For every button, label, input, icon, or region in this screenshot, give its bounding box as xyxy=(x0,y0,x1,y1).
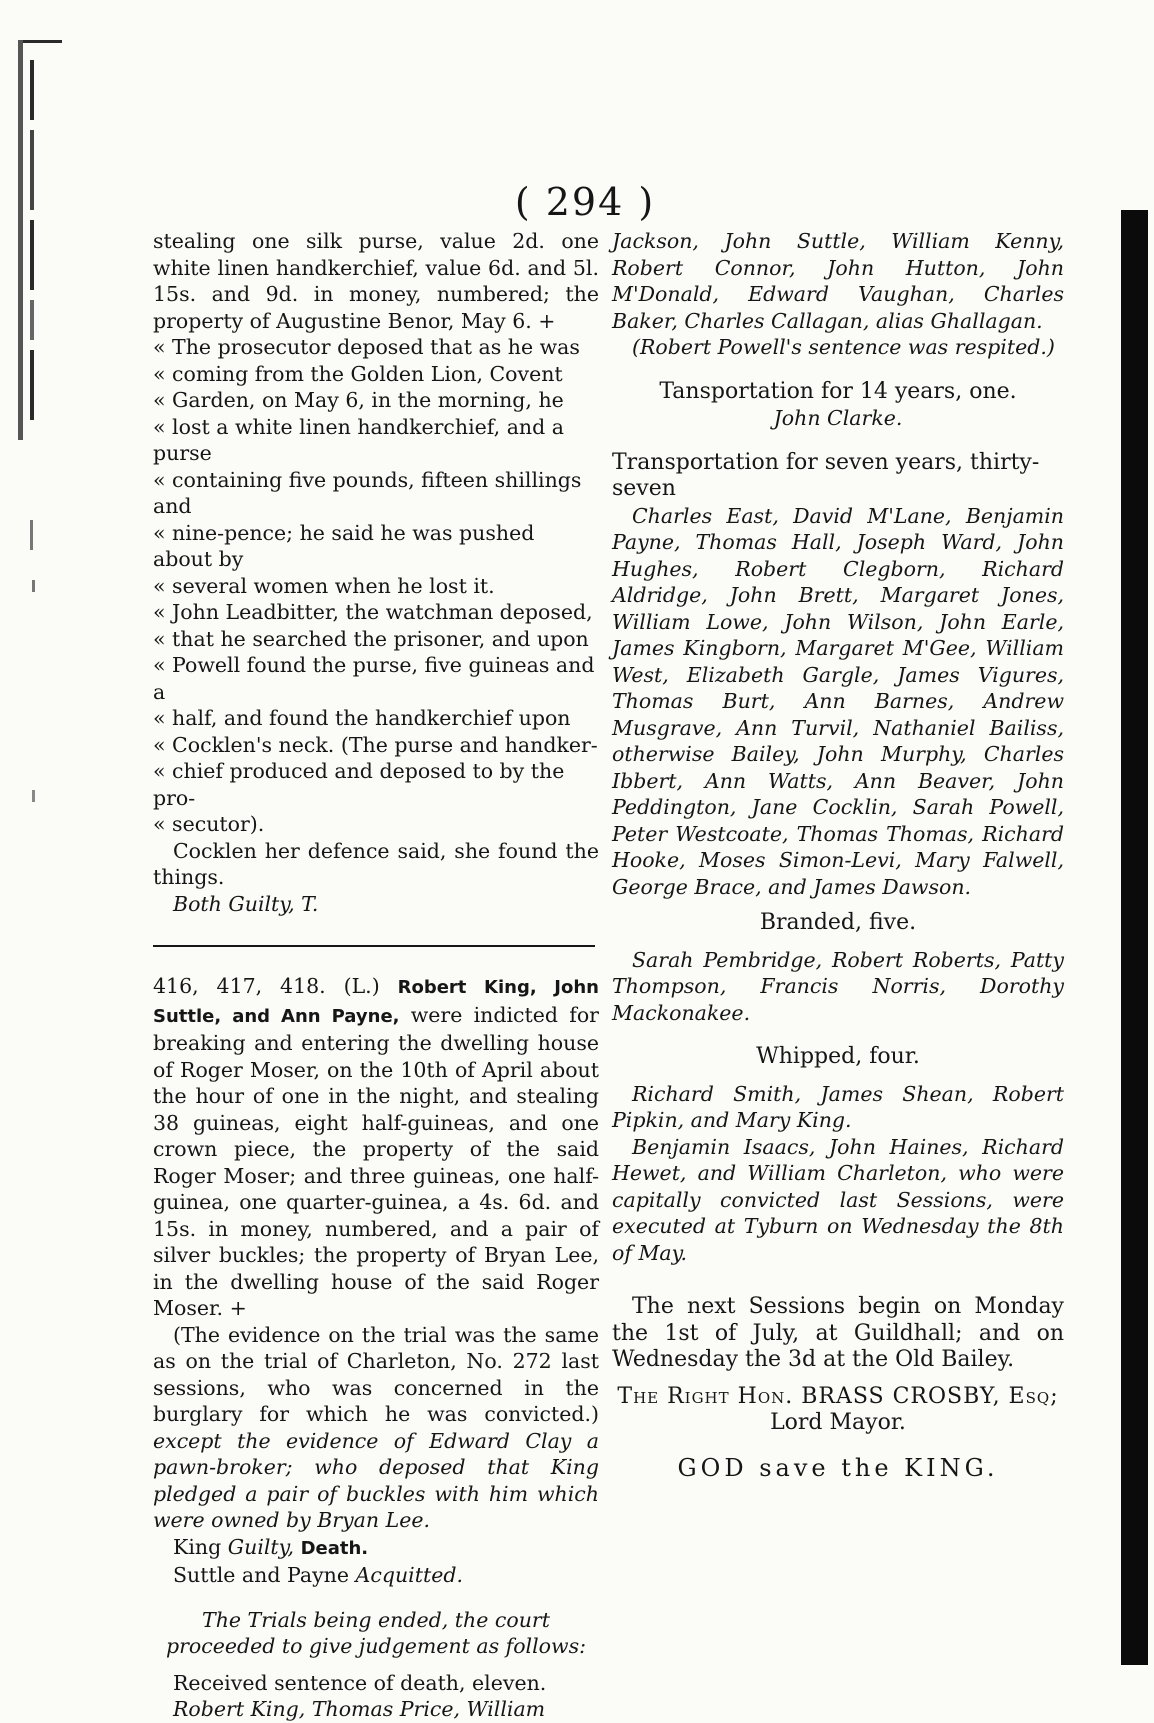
verdict-both-guilty: Both Guilty, T. xyxy=(173,891,319,916)
deposition-line: « that he searched the prisoner, and upon xyxy=(153,626,589,651)
respite-note: (Robert Powell's sentence was respited.) xyxy=(632,335,1055,359)
judgement-intro: The Trials being ended, the court proceeded to give judgement as follows: xyxy=(166,1607,586,1658)
transportation-7-heading: Transportation for seven years, thirty-seven xyxy=(612,449,1040,501)
deposition-line: « secutor). xyxy=(153,812,265,836)
verdict-status: Guilty, xyxy=(227,1534,295,1559)
verdict-name: Suttle and Payne xyxy=(173,1563,350,1587)
verdict-name: King xyxy=(173,1534,222,1559)
deposition-line: « lost a white linen handkerchief, and a purse xyxy=(153,414,564,465)
death-sentence-names: Robert King, Thomas Price, William xyxy=(173,1697,546,1721)
deposition-line: « coming from the Golden Lion, Covent xyxy=(153,361,563,386)
lord-mayor-title: Lord Mayor. xyxy=(770,1410,906,1435)
page-number: ( 294 ) xyxy=(514,180,656,224)
death-sentence-heading: Received sentence of death, eleven. xyxy=(173,1670,547,1695)
closing-line: GOD save the KING. xyxy=(677,1453,999,1482)
deposition-line: « nine-pence; he said he was pushed about by xyxy=(153,520,535,571)
transportation-14-names: John Clarke. xyxy=(773,406,903,430)
death-sentence-names-continued: Jackson, John Suttle, William Kenny, Robert Connor, John Hutton, John M'Donald, Edward Vaughan, Charles Baker, Charles Callagan, alias Ghallagan. xyxy=(612,229,1064,333)
next-sessions-notice: The next Sessions begin on Monday the 1st of July, at Guildhall; and on Wednesday the 3d at the Old Bailey. xyxy=(612,1294,1064,1372)
lord-mayor-line: The Right Hon. BRASS CROSBY, Esq; xyxy=(617,1383,1059,1409)
section-divider xyxy=(153,945,595,947)
defendant-names: Robert King, John Suttle, and Ann Payne, xyxy=(153,977,599,1027)
defence-statement: Cocklen her defence said, she found the things. xyxy=(153,838,599,889)
deposition-line: « half, and found the handkerchief upon xyxy=(153,706,571,730)
deposition-line: « John Leadbitter, the watchman deposed, xyxy=(153,600,593,624)
verdict-status: Acquitted. xyxy=(355,1563,463,1587)
right-column xyxy=(612,228,1064,1481)
whipped-names: Richard Smith, James Shean, Robert Pipkin, and Mary King. xyxy=(612,1081,1064,1132)
scan-edge-artifacts xyxy=(0,0,70,1693)
indictment-text: were indicted for breaking and entering the dwelling house of Roger Moser, on the 10th of April about the hour of one in the night, and stealing 38 guineas, eight half-guineas, and one crown piece, the property of the said Roger Moser; and three guineas, one half-guinea, one quarter-guinea, a 4s. 6d. and 15s. in money, numbered, and a pair of silver buckles; the property of Bryan Lee, in the dwelling house of the said Roger Moser. + xyxy=(153,1002,599,1320)
verdict-suttle-payne xyxy=(153,1562,599,1589)
watchman-deposition xyxy=(153,599,599,838)
evidence-paragraph xyxy=(153,1322,599,1534)
branded-names: Sarah Pembridge, Robert Roberts, Patty Thompson, Francis Norris, Dorothy Mackonakee. xyxy=(612,947,1064,1025)
deposition-line: « Powell found the purse, five guineas and a xyxy=(153,653,595,704)
deposition-line: « Cocklen's neck. (The purse and handker- xyxy=(153,732,598,757)
prosecutor-deposition xyxy=(153,334,599,599)
case-paragraph xyxy=(153,973,599,1322)
whipped-heading: Whipped, four. xyxy=(756,1044,920,1069)
deposition-line: « Garden, on May 6, in the morning, he xyxy=(153,388,564,412)
execution-notice: Benjamin Isaacs, John Haines, Richard Hewet, and William Charleton, who were capitally convicted last Sessions, were executed at Tyburn on Wednesday the 8th of May. xyxy=(612,1134,1064,1265)
scan-margin-bar xyxy=(1121,210,1148,1665)
deposition-line: « several women when he lost it. xyxy=(153,573,495,598)
transportation-7-names: Charles East, David M'Lane, Benjamin Payne, Thomas Hall, Joseph Ward, John Hughes, Robert Clegborn, Richard Aldridge, John Brett, Margaret Jones, William Lowe, John Wilson, John Earle, James Kingborn, Margaret M'Gee, William West, Elizabeth Gargle, James Vigures, Thomas Burt, Ann Barnes, Andrew Musgrave, Ann Turvil, Nathaniel Bailiss, otherwise Bailey, John Murphy, Charles Ibbert, Ann Watts, Ann Beaver, John Peddington, Jane Cocklin, Sarah Powell, Peter Westcoate, Thomas Thomas, Richard Hooke, Moses Simon-Levi, Mary Falwell, George Brace, and James Dawson. xyxy=(612,503,1064,899)
evidence-text: (The evidence on the trial was the same as on the trial of Charleton, No. 272 last sessions, who was concerned in the burglary for which he was convicted.) xyxy=(153,1322,599,1426)
branded-heading: Branded, five. xyxy=(759,910,917,935)
verdict-sentence: Death. xyxy=(300,1537,369,1559)
verdict-king xyxy=(153,1534,599,1563)
deposition-line: « The prosecutor deposed that as he was xyxy=(153,335,580,359)
deposition-line: « chief produced and deposed to by the pro- xyxy=(153,759,565,810)
deposition-line: « containing five pounds, fifteen shillings and xyxy=(153,467,582,518)
transportation-14-heading: Tansportation for 14 years, one. xyxy=(659,378,1017,404)
left-column xyxy=(153,228,599,1723)
case-numbers: 416, 417, 418. (L.) xyxy=(153,974,380,998)
evidence-italic: except the evidence of Edward Clay a pawn-broker; who deposed that King pledged a pair of buckles with him which were owned by Bryan Lee. xyxy=(153,1428,599,1532)
paragraph-stolen-items: stealing one silk purse, value 2d. one white linen handkerchief, value 6d. and 5l. 15s. and 9d. in money, numbered; the property of Augustine Benor, May 6. + xyxy=(153,229,599,333)
